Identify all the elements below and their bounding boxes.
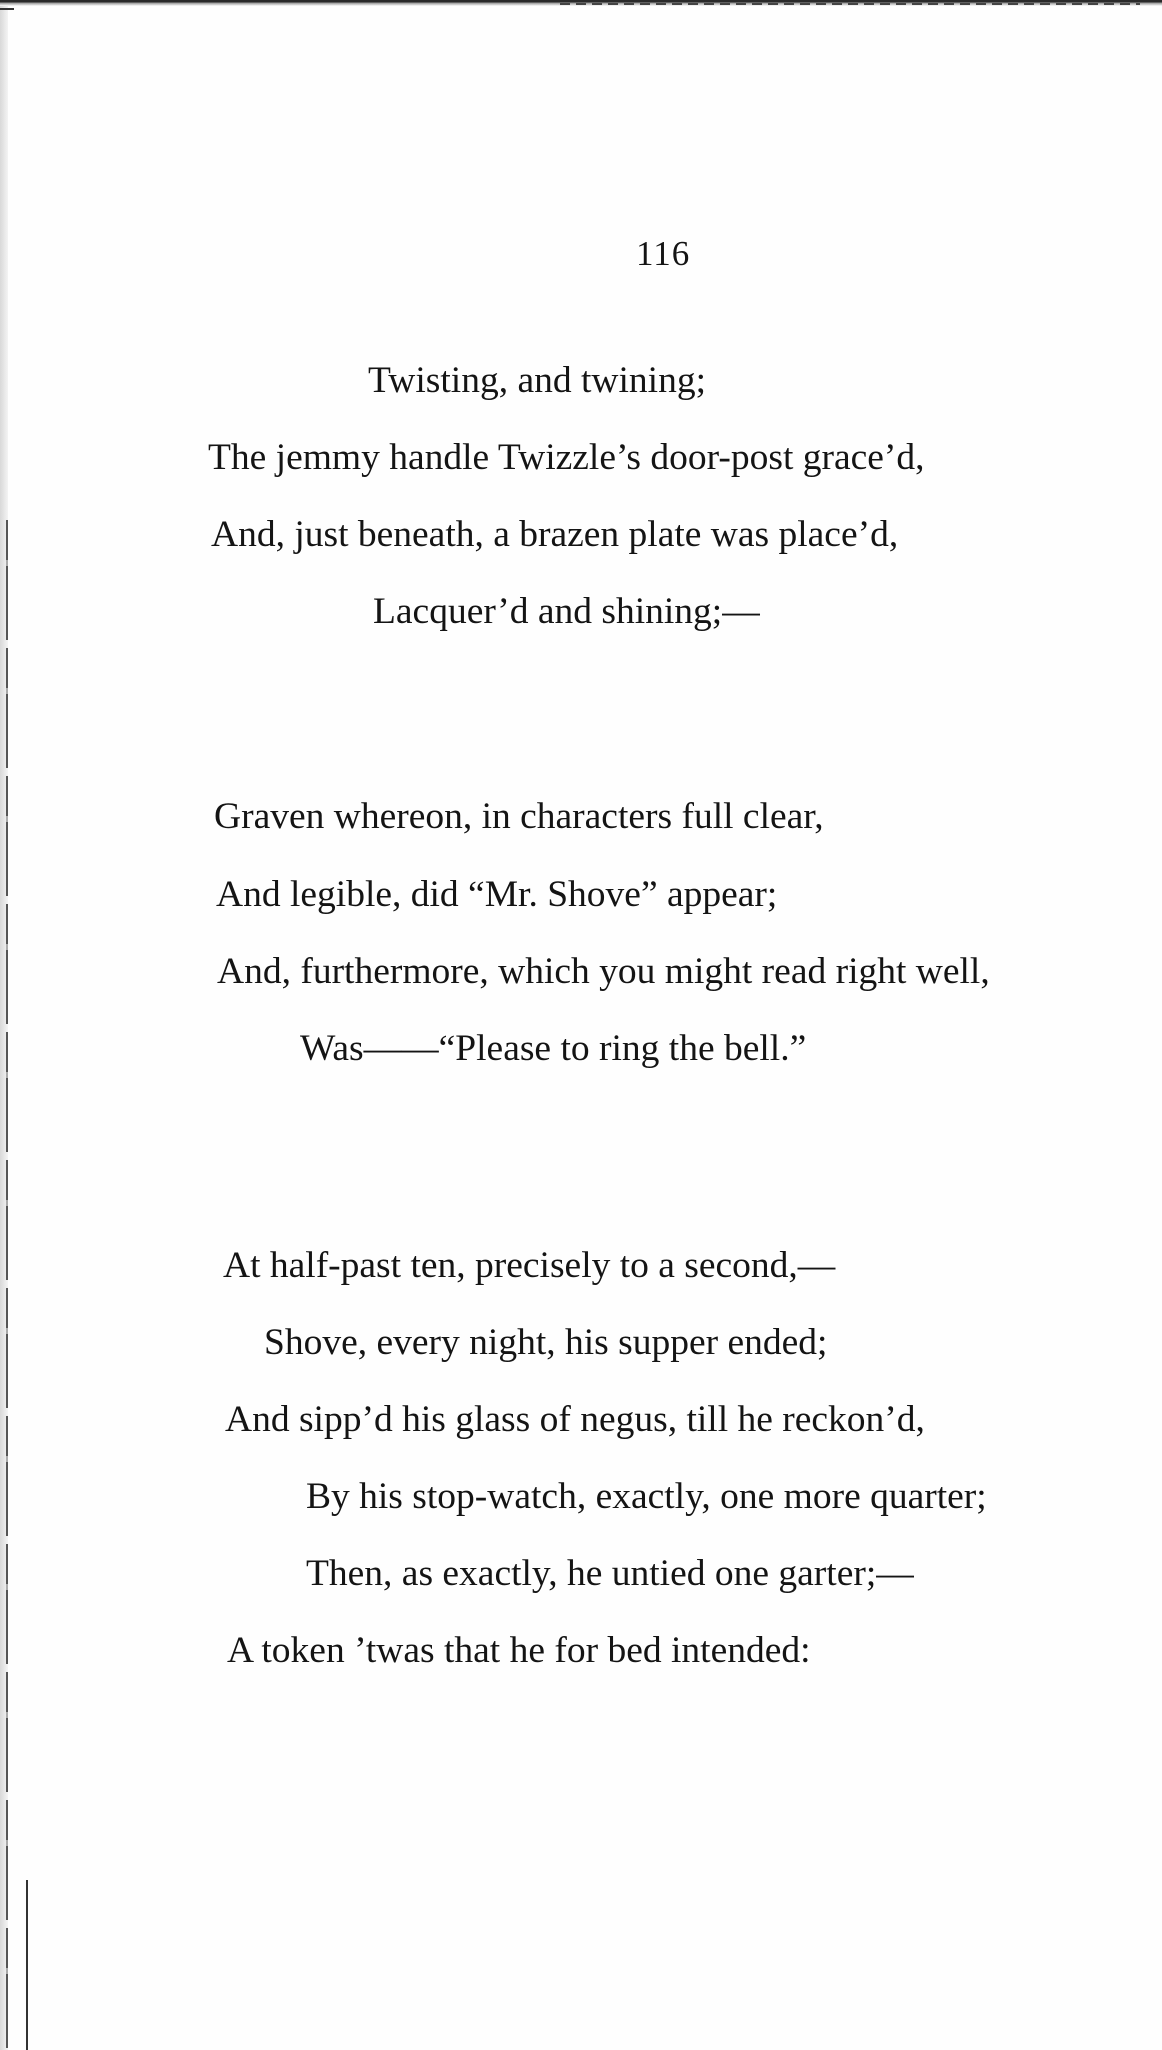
page-number: 116: [636, 234, 691, 273]
poem-line: And, just beneath, a brazen plate was place’d,: [211, 514, 899, 555]
poem-line: Lacquer’d and shining;—: [373, 591, 760, 632]
poem-line: Shove, every night, his supper ended;: [264, 1322, 828, 1363]
poem-line: The jemmy handle Twizzle’s door-post grace’d,: [208, 437, 925, 478]
scan-corner-mark: [0, 8, 14, 10]
poem-line: And sipp’d his glass of negus, till he reckon’d,: [225, 1399, 925, 1440]
poem-line: A token ’twas that he for bed intended:: [227, 1630, 811, 1671]
poem-line: Then, as exactly, he untied one garter;—: [306, 1553, 914, 1594]
poem-line: Twisting, and twining;: [368, 360, 706, 401]
poem-line: At half-past ten, precisely to a second,—: [223, 1245, 836, 1286]
poem-line: And, furthermore, which you might read right well,: [217, 951, 990, 992]
scan-edge-top-mark: [560, 3, 1140, 5]
poem-line: And legible, did “Mr. Shove” appear;: [216, 874, 778, 915]
poem-line: Was——“Please to ring the bell.”: [300, 1028, 807, 1069]
poem-line: Graven whereon, in characters full clear,: [214, 796, 824, 837]
poem-line: By his stop-watch, exactly, one more quarter;: [306, 1476, 987, 1517]
scan-edge-left-mark: [26, 1880, 28, 2050]
scan-edge-left-line: [6, 520, 8, 2050]
